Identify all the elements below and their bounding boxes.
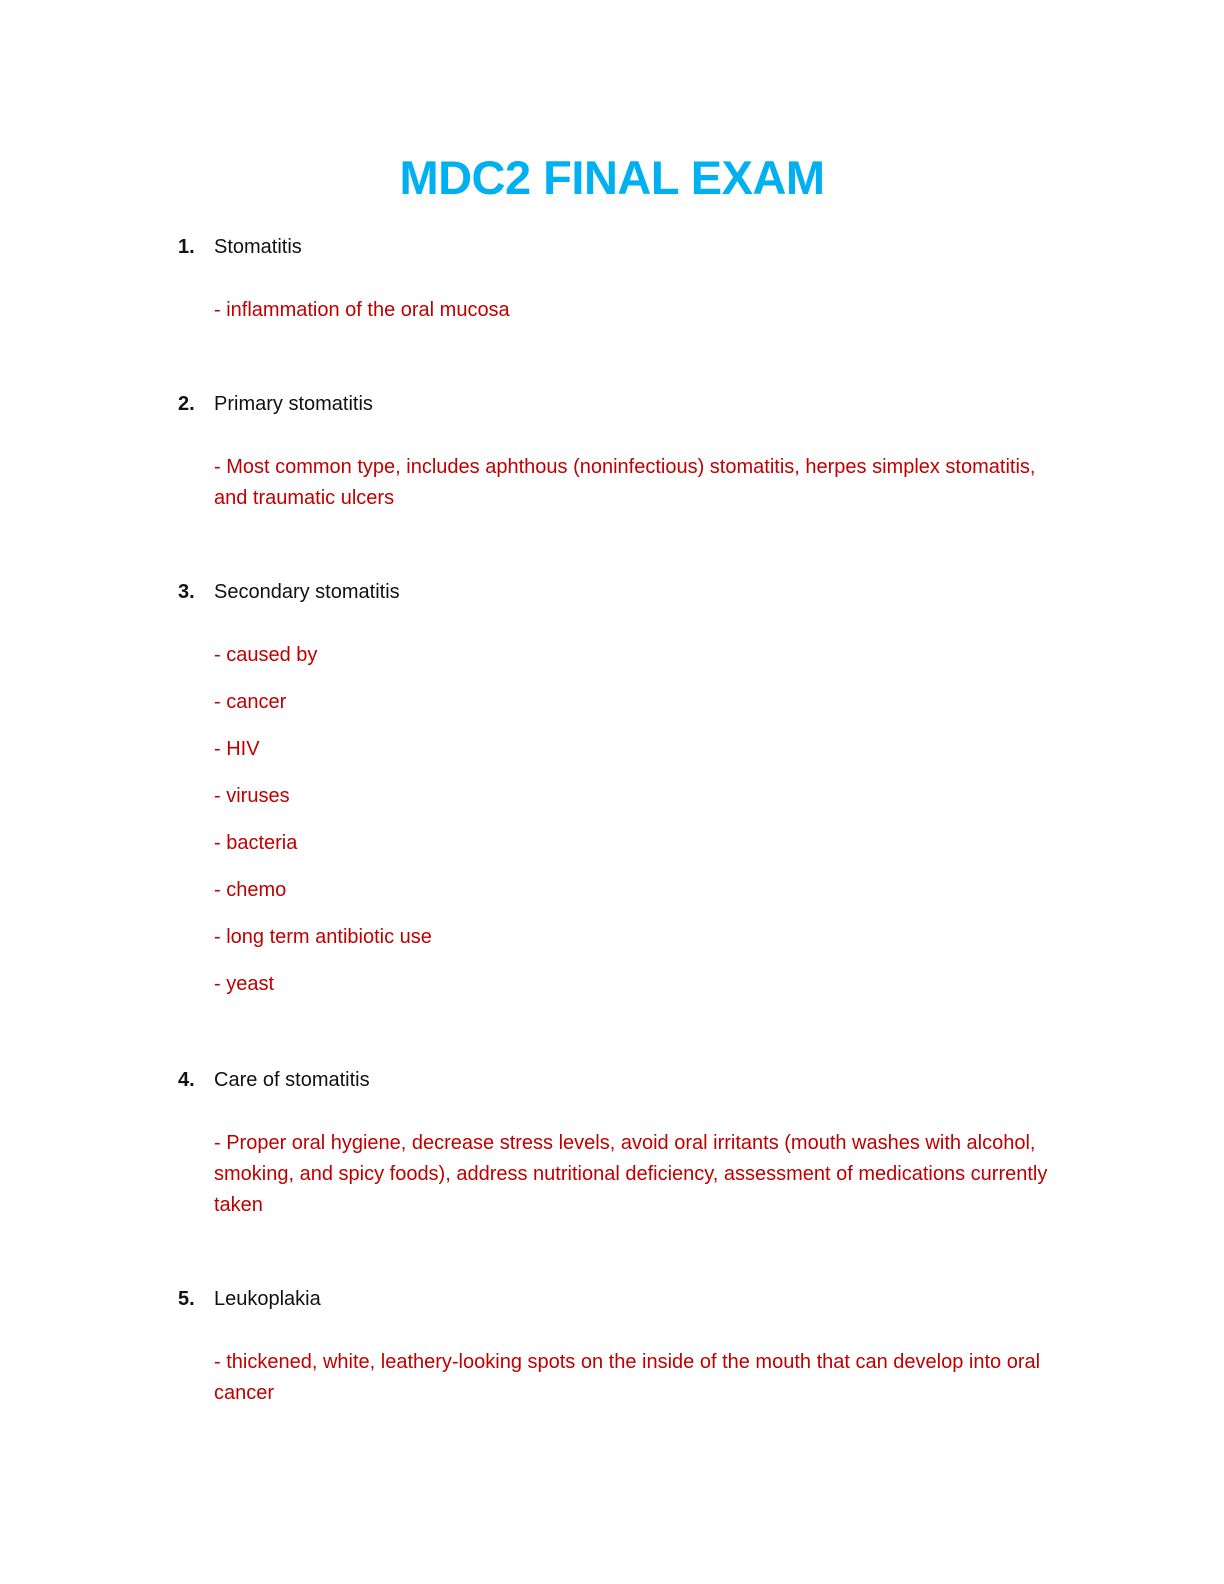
question-term: Secondary stomatitis (214, 581, 400, 603)
question-item-1 (178, 233, 1058, 342)
answer-text: - yeast (214, 973, 275, 995)
question-heading (178, 390, 1058, 418)
question-number: 5. (178, 1288, 195, 1310)
question-item-4 (178, 1066, 1058, 1221)
question-number: 4. (178, 1069, 195, 1091)
question-number: 1. (178, 236, 195, 258)
answer-text: - HIV (214, 738, 260, 760)
answer-text: - long term antibiotic use (214, 926, 432, 948)
question-term: Primary stomatitis (214, 393, 373, 415)
answer-list (214, 640, 1058, 1000)
question-term: Stomatitis (214, 236, 302, 258)
answer-text: - inflammation of the oral mucosa (214, 299, 510, 321)
question-number: 3. (178, 581, 195, 603)
answer-text: - thickened, white, leathery-looking spots on the inside of the mouth that can develop into oral cancer (214, 1351, 1041, 1404)
answer-list (214, 295, 1058, 326)
question-item-5 (178, 1285, 1058, 1409)
answer-text: - viruses (214, 785, 290, 807)
answer-text: - caused by (214, 644, 318, 666)
answer-list (214, 1128, 1058, 1221)
question-heading (178, 1285, 1058, 1313)
question-number: 2. (178, 393, 195, 415)
answer-text: - Most common type, includes aphthous (noninfectious) stomatitis, herpes simplex stomatitis, and traumatic ulcers (214, 456, 1036, 509)
answer-list (214, 1347, 1058, 1409)
answer-list (214, 452, 1058, 514)
answer-text: - bacteria (214, 832, 298, 854)
question-item-2 (178, 390, 1058, 514)
question-term: Care of stomatitis (214, 1069, 370, 1091)
answer-text: - cancer (214, 691, 287, 713)
question-item-3 (178, 578, 1058, 1016)
question-heading (178, 233, 1058, 261)
answer-text: - Proper oral hygiene, decrease stress levels, avoid oral irritants (mouth washes with alcohol, smoking, and spicy foods), address nutritional deficiency, assessment of medications currently taken (214, 1132, 1048, 1216)
question-heading (178, 1066, 1058, 1094)
answer-text: - chemo (214, 879, 287, 901)
page-title: MDC2 FINAL EXAM (399, 151, 825, 204)
question-term: Leukoplakia (214, 1288, 321, 1310)
question-heading (178, 578, 1058, 606)
